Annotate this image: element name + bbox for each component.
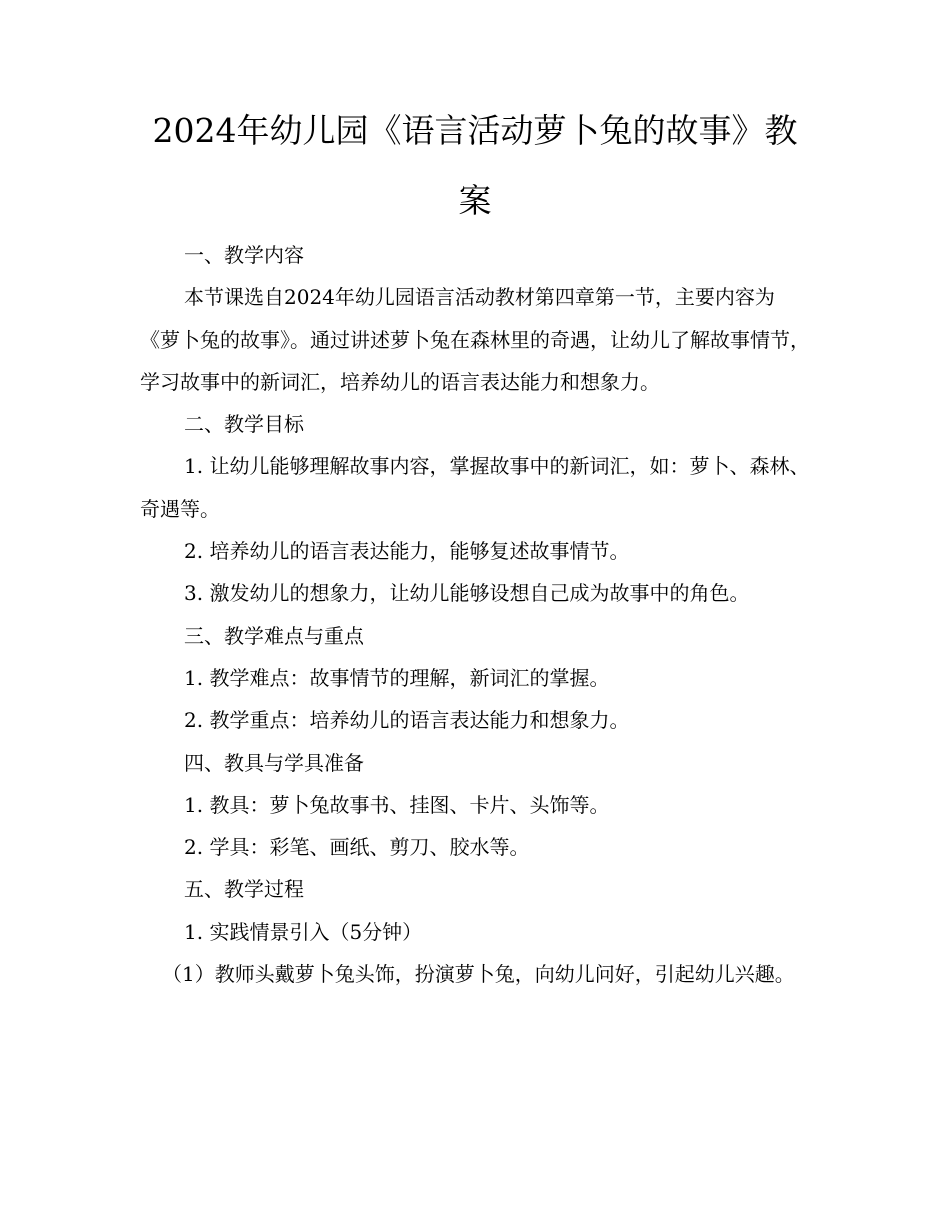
difficulty-item-1: 1. 教学难点：故事情节的理解，新词汇的掌握。 [184, 665, 610, 690]
objective-item-1: 1. 让幼儿能够理解故事内容，掌握故事中的新词汇，如：萝卜、森林、奇遇等。 [140, 454, 810, 521]
section-heading-process: 五、教学过程 [184, 877, 304, 902]
section-heading-objectives: 二、教学目标 [184, 412, 304, 437]
material-item-2: 2. 学具：彩笔、画纸、剪刀、胶水等。 [184, 835, 530, 860]
section-heading-materials: 四、教具与学具准备 [184, 750, 364, 775]
process-item-1: 1. 实践情景引入（5分钟） [184, 919, 423, 944]
paragraph-content: 本节课选自2024年幼儿园语言活动教材第四章第一节，主要内容为《萝卜兔的故事》。通过讲述萝卜兔在森林里的奇遇，让幼儿了解故事情节，学习故事中的新词汇，培养幼儿的语言表达能力和想象力。 [140, 285, 810, 394]
material-item-1: 1. 教具：萝卜兔故事书、挂图、卡片、头饰等。 [184, 792, 610, 817]
section-heading-difficulties: 三、教学难点与重点 [184, 623, 364, 648]
section-heading-content: 一、教学内容 [184, 243, 304, 267]
difficulty-item-2: 2. 教学重点：培养幼儿的语言表达能力和想象力。 [184, 708, 630, 733]
objective-item-2: 2. 培养幼儿的语言表达能力，能够复述故事情节。 [184, 539, 630, 564]
document-body [140, 234, 810, 995]
document-title: 2024年幼儿园《语言活动萝卜兔的故事》教案 [152, 111, 798, 220]
process-subitem-1: （1）教师头戴萝卜兔头饰，扮演萝卜兔，向幼儿问好，引起幼儿兴趣。 [162, 962, 795, 987]
objective-item-3: 3. 激发幼儿的想象力，让幼儿能够设想自己成为故事中的角色。 [184, 581, 750, 606]
